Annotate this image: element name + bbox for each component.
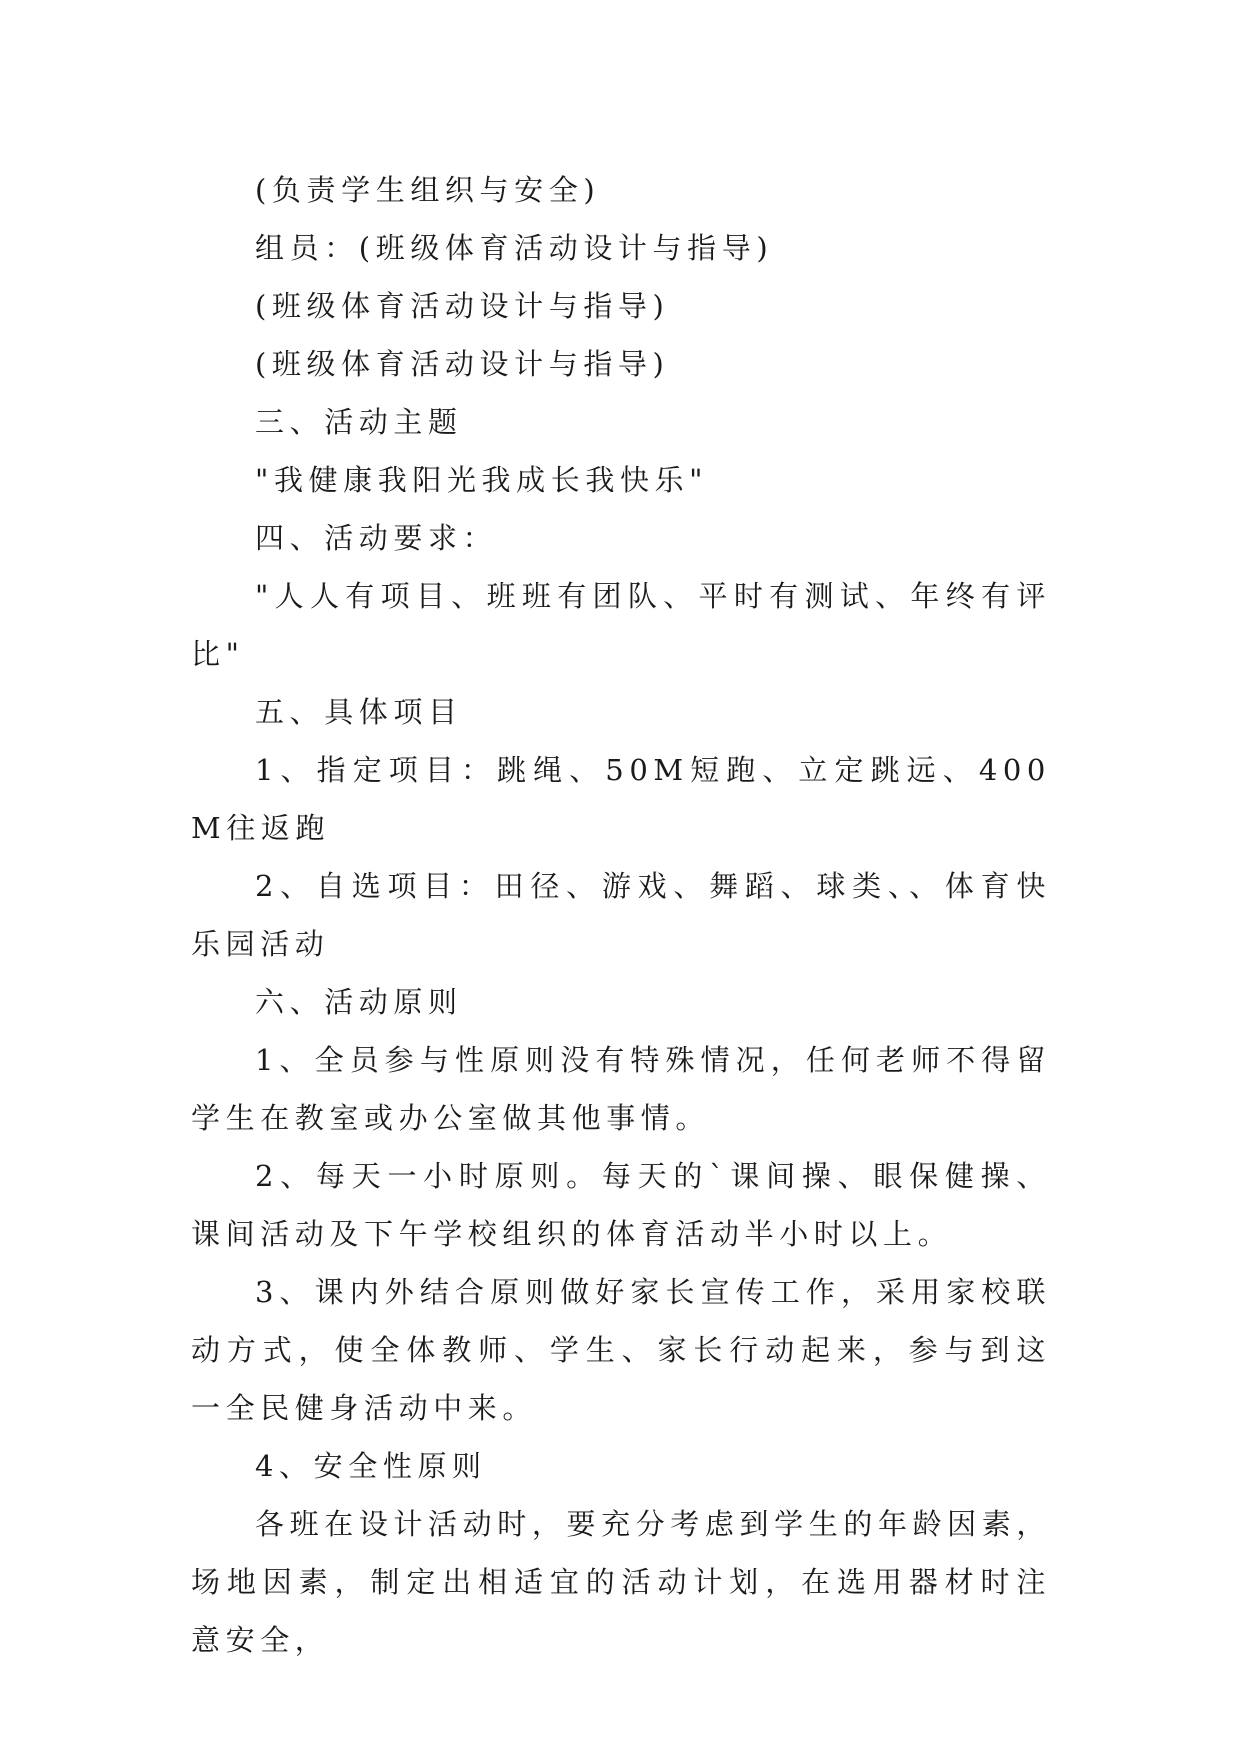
paragraph-member-role-1: (班级体育活动设计与指导): [255, 289, 670, 323]
paragraph-principle-4-heading: 4、安全性原则: [255, 1449, 487, 1483]
paragraph-requirements-slogan: "人人有项目、班班有团队、平时有测试、年终有评比": [191, 579, 1051, 671]
section-heading-projects: 五、具体项目: [255, 695, 463, 729]
paragraph-designated-projects: 1、指定项目：跳绳、50M短跑、立定跳远、400M往返跑: [191, 753, 1051, 845]
paragraph-principle-1: 1、全员参与性原则没有特殊情况，任何老师不得留学生在教室或办公室做其他事情。: [191, 1043, 1051, 1135]
paragraph-principle-3: 3、课内外结合原则做好家长宣传工作，采用家校联动方式，使全体教师、学生、家长行动起来，参与到这一全民健身活动中来。: [191, 1275, 1051, 1425]
section-heading-requirements: 四、活动要求：: [255, 521, 498, 555]
paragraph-member-role-2: (班级体育活动设计与指导): [255, 347, 670, 381]
paragraph-optional-projects: 2、自选项目：田径、游戏、舞蹈、球类、、体育快乐园活动: [191, 869, 1051, 961]
paragraph-principle-2: 2、每天一小时原则。每天的`课间操、眼保健操、课间活动及下午学校组织的体育活动半小时以上。: [191, 1159, 1051, 1251]
paragraph-safety-detail: 各班在设计活动时，要充分考虑到学生的年龄因素，场地因素，制定出相适宜的活动计划，在选用器材时注意安全，: [191, 1507, 1051, 1657]
paragraph-leader-duty: (负责学生组织与安全): [255, 173, 601, 207]
section-heading-theme: 三、活动主题: [255, 405, 463, 439]
paragraph-members: 组员：(班级体育活动设计与指导): [255, 231, 774, 265]
paragraph-theme-slogan: "我健康我阳光我成长我快乐": [255, 463, 709, 497]
document-body: [191, 161, 1051, 1669]
section-heading-principles: 六、活动原则: [255, 985, 463, 1019]
